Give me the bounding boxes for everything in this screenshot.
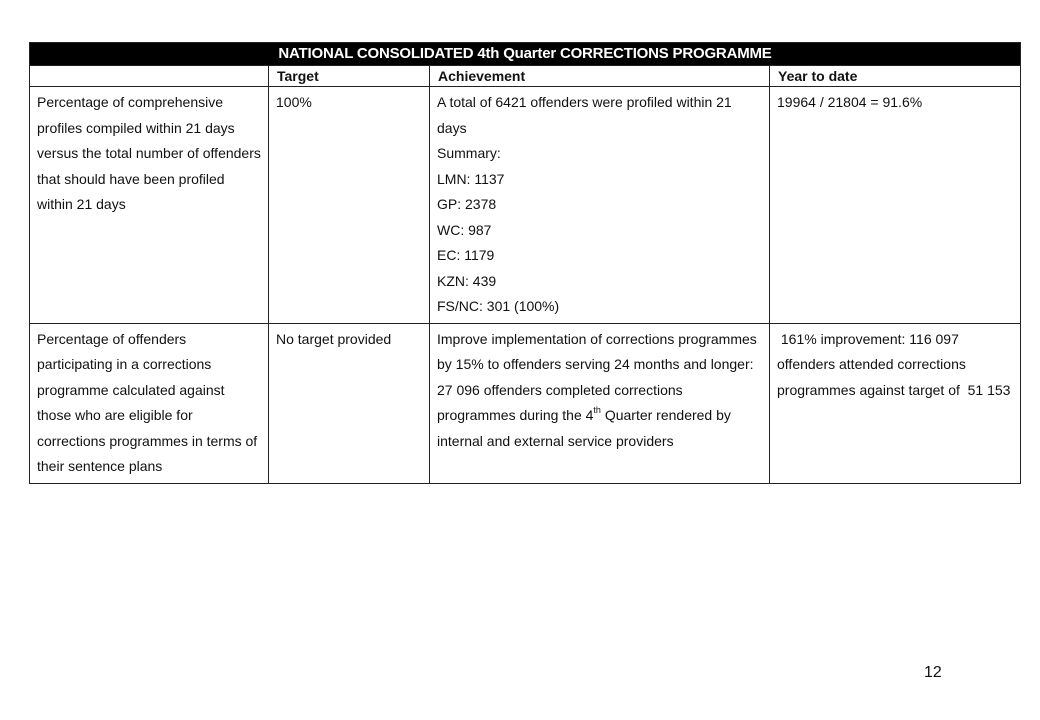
table-row	[30, 87, 1021, 324]
corrections-programme-table	[29, 42, 1021, 484]
ordinal-suffix: th	[593, 405, 601, 415]
achievement-line: WC: 987	[437, 221, 492, 238]
header-indicator	[30, 66, 269, 87]
achievement-text: Improve implementation of corrections programmes by 15% to offenders serving 24 months and longer: 27 096 offenders completed corrections programmes during the 4	[437, 330, 757, 423]
table-title-row	[30, 43, 1021, 66]
header-year-to-date: Year to date	[770, 66, 1021, 87]
achievement-line: KZN: 439	[437, 272, 497, 289]
indicator-cell: Percentage of comprehensive profiles compiled within 21 days versus the total number of offenders that should have been profiled within 21 days	[30, 87, 269, 324]
achievement-line: FS/NC: 301 (100%)	[437, 298, 560, 314]
achievement-line: Summary:	[437, 145, 501, 161]
target-cell: No target provided	[269, 323, 430, 483]
page-number: 12	[924, 664, 942, 681]
header-achievement: Achievement	[430, 66, 770, 87]
achievement-line: GP: 2378	[437, 196, 497, 212]
achievement-cell	[430, 323, 770, 483]
achievement-line: A total of 6421 offenders were profiled within 21 days	[437, 94, 732, 136]
year-to-date-cell: 161% improvement: 116 097 offenders attended corrections programmes against target of 51 153	[770, 323, 1021, 483]
table-title: NATIONAL CONSOLIDATED 4th Quarter CORRECTIONS PROGRAMME	[30, 43, 1021, 66]
table-row	[30, 323, 1021, 483]
achievement-text-continued: Quarter rendered by internal and external service providers	[437, 407, 731, 449]
target-cell: 100%	[269, 87, 430, 324]
achievement-cell	[430, 87, 770, 324]
indicator-cell: Percentage of offenders participating in a corrections programme calculated against those who are eligible for corrections programmes in terms of their sentence plans	[30, 323, 269, 483]
achievement-line: LMN: 1137	[437, 170, 505, 187]
achievement-line: EC: 1179	[437, 247, 495, 263]
table-header-row	[30, 66, 1021, 87]
year-to-date-cell: 19964 / 21804 = 91.6%	[770, 87, 1021, 324]
header-target: Target	[269, 66, 430, 87]
